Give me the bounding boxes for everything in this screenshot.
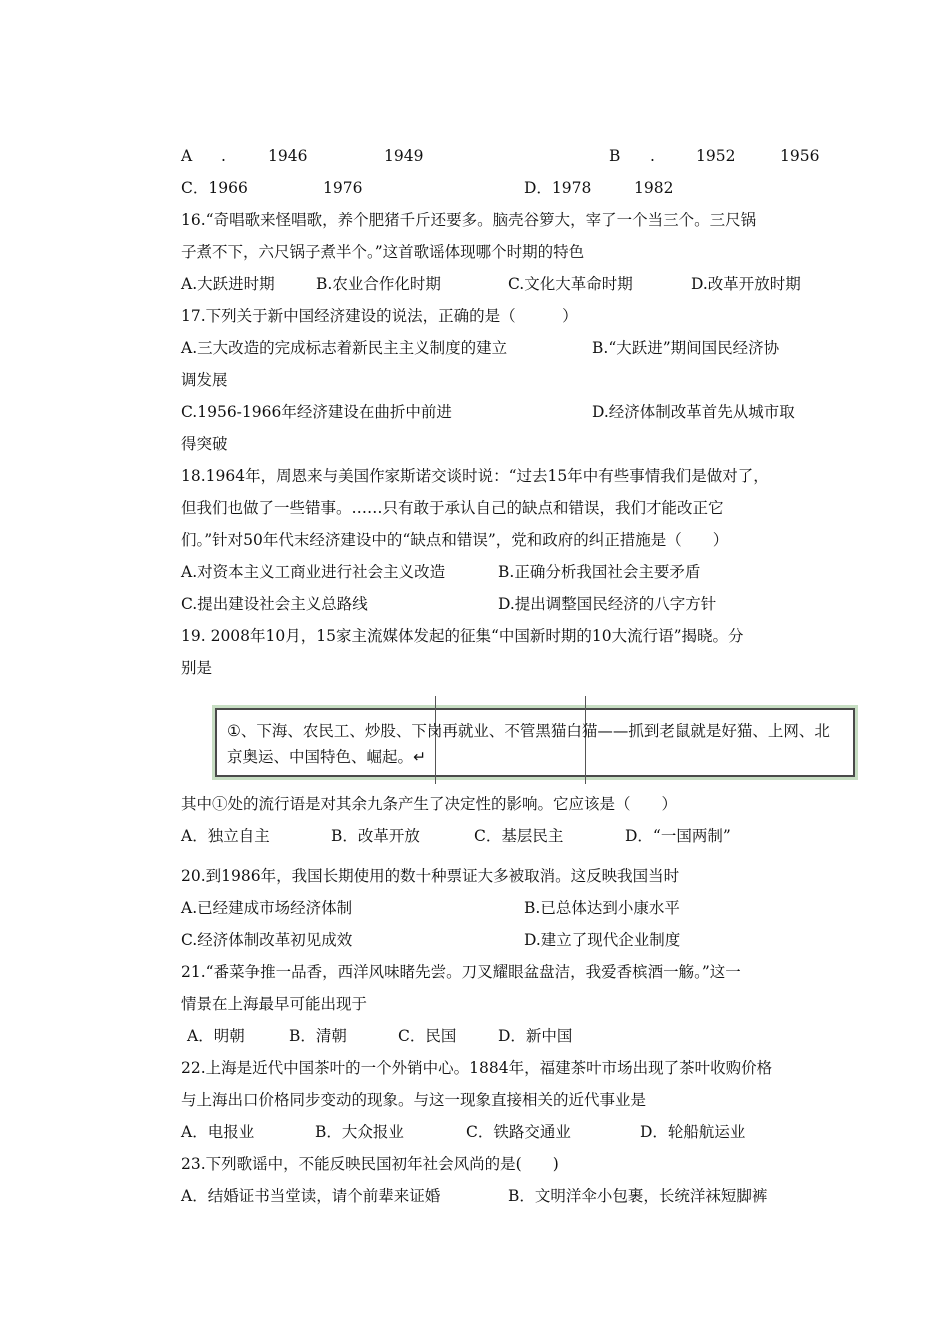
q19-stem-line-2: 别是 <box>181 659 213 677</box>
q20-option-c: C.经济体制改革初见成效 <box>181 931 353 949</box>
q20-option-a: A.已经建成市场经济体制 <box>181 899 353 917</box>
q20-option-d: D.建立了现代企业制度 <box>524 931 681 949</box>
q18-stem-line-2: 但我们也做了一些错事。……只有敢于承认自己的缺点和错误，我们才能改正它 <box>181 499 724 517</box>
q19-option-b: B．改革开放 <box>331 827 420 845</box>
q20-stem: 20.到1986年，我国长期使用的数十种票证大多被取消。这反映我国当时 <box>181 867 680 885</box>
q23-stem: 23.下列歌谣中，不能反映民国初年社会风尚的是( ) <box>181 1155 559 1173</box>
q19-after-box-text: 其中①处的流行语是对其余九条产生了决定性的影响。它应该是（ ） <box>181 795 678 813</box>
q19-option-d: D．“一国两制” <box>625 827 731 845</box>
q15-option-a-dot: . <box>221 147 226 165</box>
q15-option-b-label: B <box>609 147 621 165</box>
q15-option-b-dot: . <box>650 147 655 165</box>
q16-option-b: B.农业合作化时期 <box>316 275 441 293</box>
q16-stem-line-2: 子煮不下，六尺锅子煮半个。”这首歌谣体现哪个时期的特色 <box>181 243 585 261</box>
q15-option-d: D．1978 <box>524 179 592 197</box>
q21-stem-line-1: 21.“番菜争推一品香，西洋风味睹先尝。刀叉耀眼盆盘洁，我爱香槟酒一觞。”这一 <box>181 963 741 981</box>
q15-option-a-start: 1946 <box>268 147 308 165</box>
q20-option-b: B.已总体达到小康水平 <box>524 899 680 917</box>
q18-option-a: A.对资本主义工商业进行社会主义改造 <box>181 563 446 581</box>
q17-option-b: B.“大跃进”期间国民经济协 <box>592 339 780 357</box>
q22-option-b: B．大众报业 <box>315 1123 404 1141</box>
q15-option-a-label: A <box>181 147 193 165</box>
q21-stem-line-2: 情景在上海最早可能出现于 <box>181 995 368 1013</box>
q16-option-d: D.改革开放时期 <box>691 275 801 293</box>
q16-option-c: C.文化大革命时期 <box>508 275 633 293</box>
q22-option-d: D．轮船航运业 <box>640 1123 746 1141</box>
q18-stem-line-3: 们。”针对50年代末经济建设中的“缺点和错误”，党和政府的纠正措施是（ ） <box>181 531 729 549</box>
q18-option-b: B.正确分析我国社会主要矛盾 <box>498 563 701 581</box>
q21-option-d: D．新中国 <box>498 1027 573 1045</box>
q22-stem-line-1: 22.上海是近代中国茶叶的一个外销中心。1884年，福建茶叶市场出现了茶叶收购价格 <box>181 1059 773 1077</box>
q21-option-b: B．清朝 <box>289 1027 347 1045</box>
q15-option-c-end: 1976 <box>323 179 363 197</box>
q21-option-a: A．明朝 <box>187 1027 245 1045</box>
q17-option-c: C.1956-1966年经济建设在曲折中前进 <box>181 403 452 421</box>
q17-option-d: D.经济体制改革首先从城市取 <box>592 403 795 421</box>
q19-stem-line-1: 19. 2008年10月，15家主流媒体发起的征集“中国新时期的10大流行语”揭晓。分 <box>181 627 744 645</box>
q23-option-a: A．结婚证书当堂读，请个前辈来证婚 <box>181 1187 441 1205</box>
q18-option-d: D.提出调整国民经济的八字方针 <box>498 595 717 613</box>
q15-option-a-end: 1949 <box>384 147 424 165</box>
q15-option-d-end: 1982 <box>634 179 674 197</box>
q21-option-c: C．民国 <box>398 1027 457 1045</box>
q19-option-a: A．独立自主 <box>181 827 270 845</box>
q19-slogan-text: ①、下海、农民工、炒股、下岗再就业、不管黑猫白猫——抓到老鼠就是好猫、上网、北京奥运、中国特色、崛起。↵ <box>227 722 830 766</box>
q16-option-a: A.大跃进时期 <box>181 275 275 293</box>
q15-option-c: C．1966 <box>181 179 248 197</box>
q17-option-a: A.三大改造的完成标志着新民主主义制度的建立 <box>181 339 508 357</box>
q18-stem-line-1: 18.1964年，周恩来与美国作家斯诺交谈时说：“过去15年中有些事情我们是做对了， <box>181 467 769 485</box>
q15-option-b-start: 1952 <box>696 147 736 165</box>
q18-option-c: C.提出建设社会主义总路线 <box>181 595 368 613</box>
q17-option-d-continued: 得突破 <box>181 435 228 453</box>
q22-option-c: C．铁路交通业 <box>466 1123 571 1141</box>
q17-stem: 17.下列关于新中国经济建设的说法，正确的是（ ） <box>181 307 578 325</box>
q19-slogan-box <box>215 708 855 777</box>
q22-stem-line-2: 与上海出口价格同步变动的现象。与这一现象直接相关的近代事业是 <box>181 1091 647 1109</box>
q15-option-b-end: 1956 <box>780 147 820 165</box>
q17-option-b-continued: 调发展 <box>181 371 228 389</box>
q22-option-a: A．电报业 <box>181 1123 255 1141</box>
q19-option-c: C．基层民主 <box>474 827 564 845</box>
q23-option-b: B．文明洋伞小包裹，长统洋袜短脚裤 <box>508 1187 768 1205</box>
q16-stem-line-1: 16.“奇唱歌来怪唱歌，养个肥猪千斤还要多。脑壳谷箩大，宰了一个当三个。三尺锅 <box>181 211 757 229</box>
